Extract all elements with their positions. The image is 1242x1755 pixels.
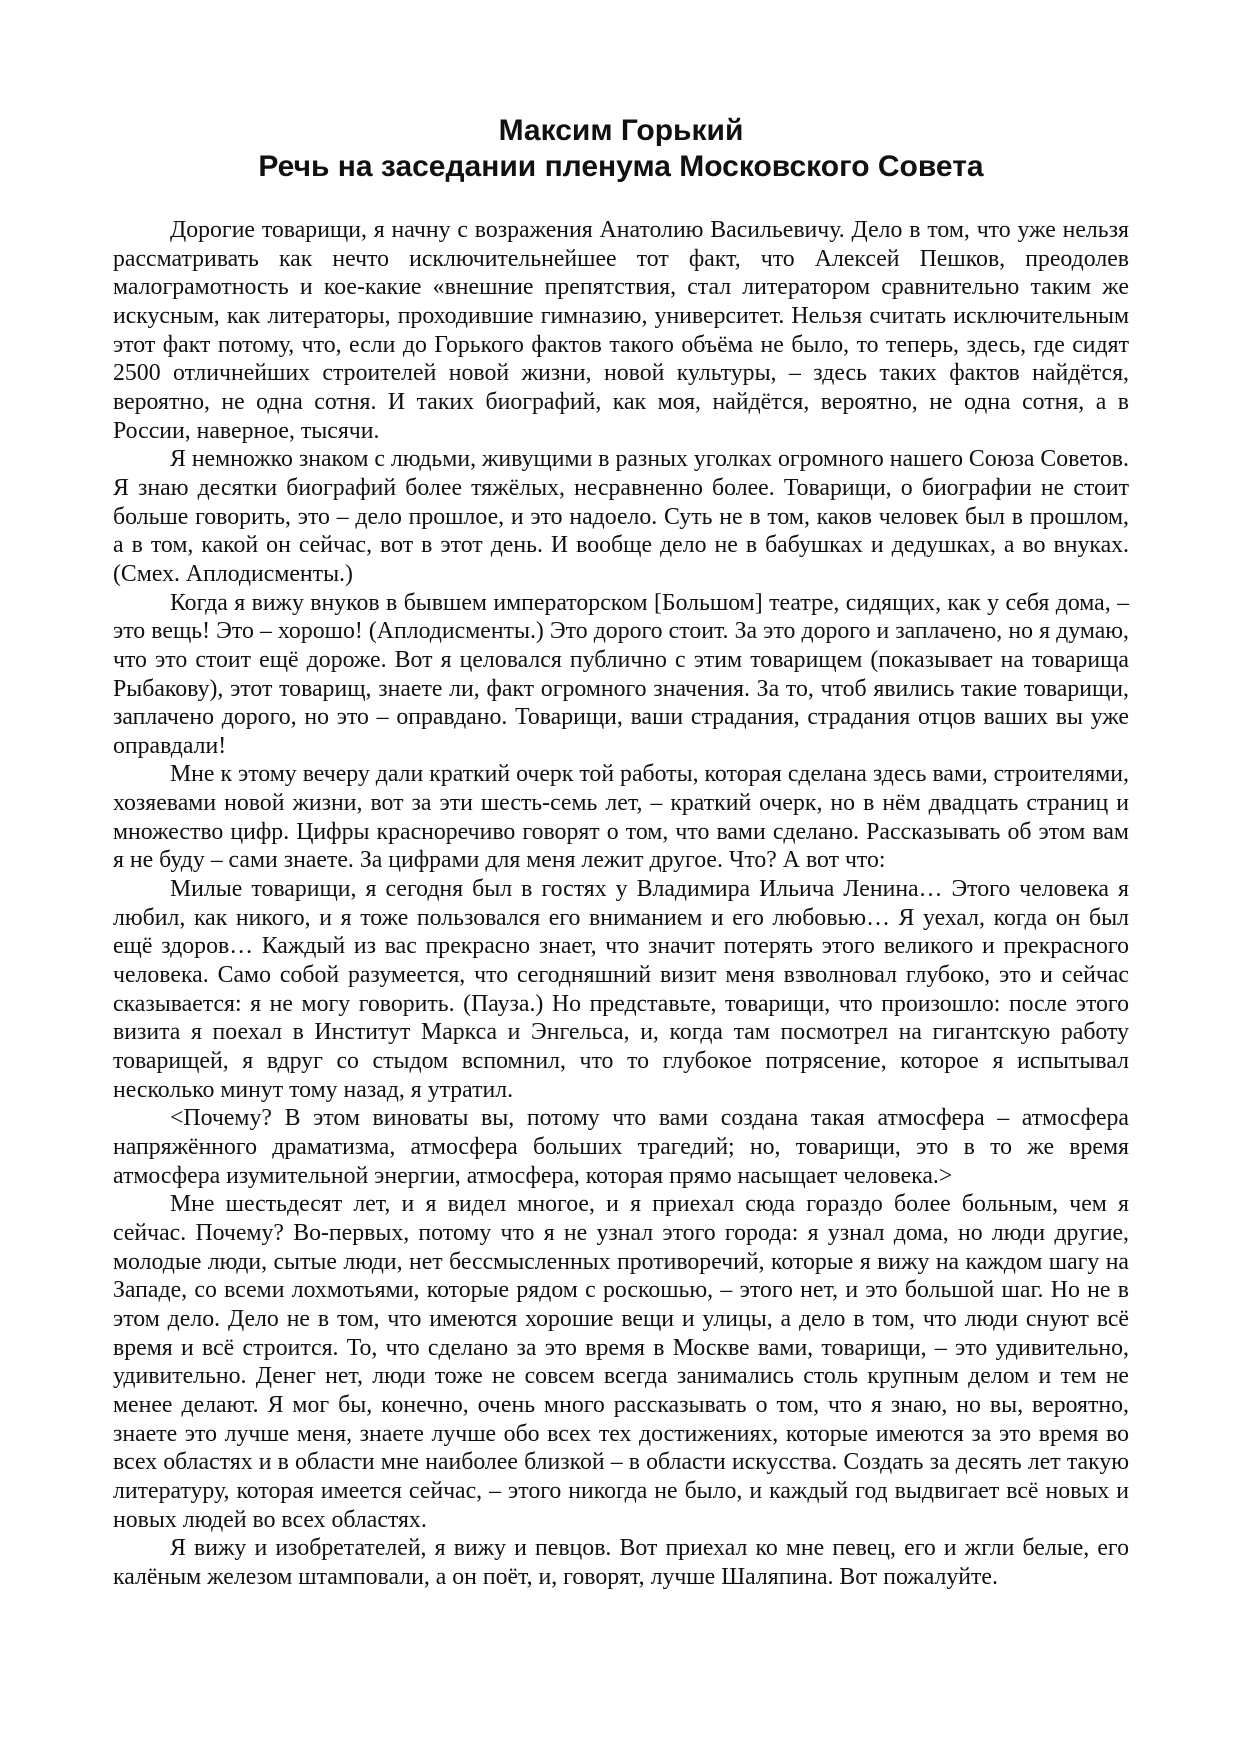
paragraph-8: Я вижу и изобретателей, я вижу и певцов. Вот приехал ко мне певец, его и жгли белые, его калёным железом штамповали, а он поёт, и, говорят, лучше Шаляпина. Вот пожалуйте. <box>113 1535 1129 1590</box>
paragraph-5: Милые товарищи, я сегодня был в гостях у Владимира Ильича Ленина… Этого человека я любил, как никого, и я тоже пользовался его вниманием и его любовью… Я уехал, когда он был ещё здоров… Каждый из вас прекрасно знает, что значит потерять этого великого и прекрасного человека. Само собой разумеется, что сегодняшний визит меня взволновал глубоко, это и сейчас сказывается: я не могу говорить. (Пауза.) Но представьте, товарищи, что произошло: после этого визита я поехал в Институт Маркса и Энгельса, и, когда там посмотрел на гигантскую работу товарищей, я вдруг со стыдом вспомнил, что то глубокое потрясение, которое я испытывал несколько минут тому назад, я утратил. <box>113 876 1129 1103</box>
paragraph-7: Мне шестьдесят лет, и я видел многое, и я приехал сюда гораздо более больным, чем я сейчас. Почему? Во-первых, потому что я не узнал этого города: я узнал дома, но люди другие, молодые люди, сытые люди, нет бессмысленных противоречий, которые я вижу на каждом шагу на Западе, со всеми лохмотьями, которые рядом с роскошью, – этого нет, и это большой шаг. Но не в этом дело. Дело не в том, что имеются хорошие вещи и улицы, а дело в том, что люди снуют всё время и всё строится. То, что сделано за это время в Москве вами, товарищи, – это удивительно, удивительно. Денег нет, люди тоже не совсем всегда занимались столь крупным делом и тем не менее делают. Я мог бы, конечно, очень много рассказывать о том, что я знаю, но вы, вероятно, знаете это лучше меня, знаете лучше обо всех тех достижениях, которые имеются за это время во всех областях и в области мне наиболее близкой – в области искусства. Создать за десять лет такую литературу, которая имеется сейчас, – этого никогда не было, и каждый год выдвигает всё новых и новых людей во всех областях. <box>113 1191 1129 1533</box>
paragraph-2: Я немножко знаком с людьми, живущими в разных уголках огромного нашего Союза Советов. Я знаю десятки биографий более тяжёлых, несравненно более. Товарищи, о биографии не стоит больше говорить, это – дело прошлое, и это надоело. Суть не в том, каков человек был в прошлом, а в том, какой он сейчас, вот в этот день. И вообще дело не в бабушках и дедушках, а во внуках. (Смех. Аплодисменты.) <box>113 446 1129 587</box>
speech-title: Речь на заседании пленума Московского Совета <box>258 150 984 183</box>
paragraph-1: Дорогие товарищи, я начну с возражения Анатолию Васильевичу. Дело в том, что уже нельзя рассматривать как нечто исключительнейшее тот факт, что Алексей Пешков, преодолев малограмотность и кое-какие «внешние препятствия, стал литератором сравнительно таким же искусным, как литераторы, проходившие гимназию, университет. Нельзя считать исключительным этот факт потому, что, если до Горького фактов такого объёма не было, то теперь, здесь, где сидят 2500 отличнейших строителей новой жизни, новой культуры, – здесь таких фактов найдётся, вероятно, не одна сотня. И таких биографий, как моя, найдётся, вероятно, не одна сотня, а в России, наверное, тысячи. <box>113 217 1129 444</box>
title-block <box>0 113 1242 185</box>
paragraph-3: Когда я вижу внуков в бывшем императорском [Большом] театре, сидящих, как у себя дома, – это вещь! Это – хорошо! (Аплодисменты.) Это дорого стоит. За это дорого и заплачено, но я думаю, что это стоит ещё дороже. Вот я целовался публично с этим товарищем (показывает на товарища Рыбакову), этот товарищ, знаете ли, факт огромного значения. За то, чтоб явились такие товарищи, заплачено дорого, но это – оправдано. Товарищи, ваши страдания, страдания отцов ваших вы уже оправдали! <box>113 589 1129 759</box>
author-heading: Максим Горький <box>498 114 744 147</box>
paragraph-6: <Почему? В этом виноваты вы, потому что вами создана такая атмосфера – атмосфера напряжённого драматизма, атмосфера больших трагедий; но, товарищи, это в то же время атмосфера изумительной энергии, атмосфера, которая прямо насыщает человека.> <box>113 1105 1129 1189</box>
paragraph-4: Мне к этому вечеру дали краткий очерк той работы, которая сделана здесь вами, строителями, хозяевами новой жизни, вот за эти шесть-семь лет, – краткий очерк, но в нём двадцать страниц и множество цифр. Цифры красноречиво говорят о том, что вами сделано. Рассказывать об этом вам я не буду – сами знаете. За цифрами для меня лежит другое. Что? А вот что: <box>113 761 1129 874</box>
body-text <box>113 216 1129 1591</box>
